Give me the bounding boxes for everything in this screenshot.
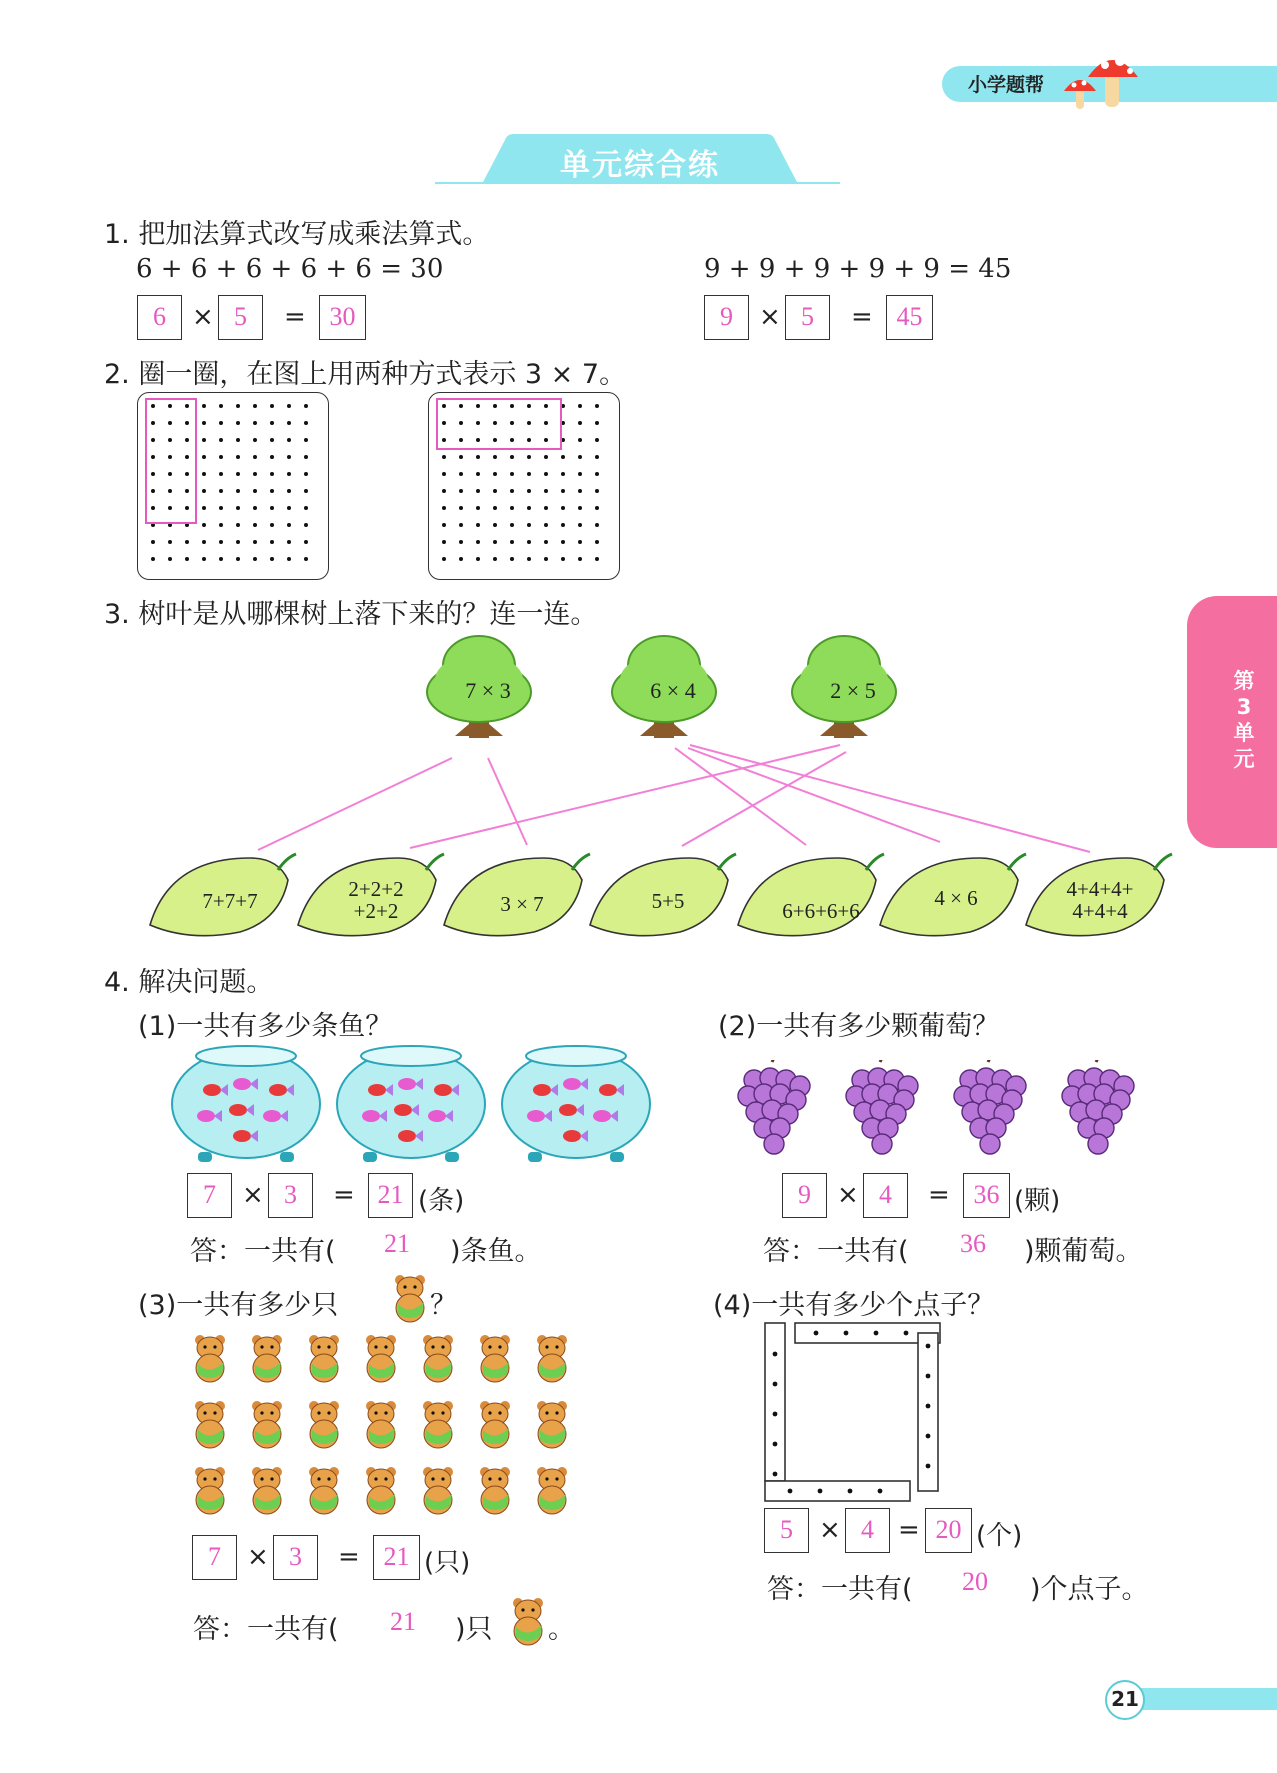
answer-lines <box>258 745 1090 852</box>
leaf-label-5: 6+6+6+6 <box>782 899 860 923</box>
q1-left-expression: 6 + 6 + 6 + 6 + 6 = 30 <box>136 254 444 284</box>
q4-p2-answer-suffix: )颗葡萄。 <box>1024 1236 1143 1267</box>
leaf-label-6: 4 × 6 <box>934 886 978 910</box>
fishbowl-icons <box>170 1040 660 1165</box>
q4-p1-unit: (条) <box>418 1186 465 1216</box>
q4-p4-unit: (个) <box>976 1521 1023 1551</box>
q4-p1-times: × <box>242 1180 264 1210</box>
header-brand: 小学题帮 <box>968 74 1045 96</box>
q4-p2-answer-value[interactable]: 36 <box>960 1229 986 1258</box>
q4-p1-result[interactable]: 21 <box>368 1173 413 1218</box>
grape-icon-4 <box>1062 1060 1134 1154</box>
q4-p3-result[interactable]: 21 <box>373 1535 420 1580</box>
leaf-icon-5 <box>738 854 884 936</box>
bear-icon-grid <box>309 1401 339 1448</box>
bear-icon-grid <box>480 1467 510 1514</box>
dot-grid-right[interactable] <box>428 392 620 580</box>
q4-p2-result[interactable]: 36 <box>963 1173 1010 1218</box>
q4-prompt: 4. 解决问题。 <box>104 967 274 998</box>
bear-icon-grid <box>252 1335 282 1382</box>
q4-p4-title: (4)一共有多少个点子？ <box>713 1290 995 1321</box>
q4-p1-answer-suffix: )条鱼。 <box>450 1236 542 1267</box>
q4-p2-unit: (颗) <box>1014 1186 1061 1216</box>
q4-p3-answer-value[interactable]: 21 <box>390 1607 416 1636</box>
leaf-label-3: 3 × 7 <box>500 892 544 916</box>
unit-side-tab-label: 第3单元 <box>1233 669 1255 771</box>
q1-right-times: × <box>759 302 781 332</box>
q1-prompt: 1. 把加法算式改写成乘法算式。 <box>104 219 490 250</box>
q1-left-equals: = <box>284 302 306 332</box>
q1-left-factor-b[interactable]: 5 <box>218 295 263 340</box>
q4-p4-factor-b[interactable]: 4 <box>845 1508 890 1553</box>
q4-p1-answer-prefix: 答：一共有( <box>190 1236 336 1267</box>
q4-p3-times: × <box>247 1542 269 1572</box>
q4-p2-factor-b[interactable]: 4 <box>863 1173 908 1218</box>
q1-right-factor-b[interactable]: 5 <box>785 295 830 340</box>
q4-p3-title-end: ？ <box>430 1290 457 1321</box>
q1-right-expression: 9 + 9 + 9 + 9 + 9 = 45 <box>704 254 1012 284</box>
tree-label-2: 6 × 4 <box>650 678 696 703</box>
grape-icons <box>730 1060 1170 1160</box>
q1-right-result[interactable]: 45 <box>886 295 933 340</box>
bear-icon-grid <box>252 1467 282 1514</box>
bear-icon-grid <box>366 1467 396 1514</box>
grape-icon-2 <box>846 1060 918 1154</box>
bear-icon-grid <box>537 1401 567 1448</box>
q4-p1-equals: = <box>333 1180 355 1210</box>
bear-icon-grid <box>480 1335 510 1382</box>
tree-label-1: 7 × 3 <box>465 678 511 703</box>
q4-p3-answer-end: 。 <box>548 1614 575 1645</box>
bear-icon-grid <box>195 1467 225 1514</box>
q4-p3-title: (3)一共有多少只 <box>138 1290 339 1321</box>
bear-icon-grid <box>366 1335 396 1382</box>
grape-icon-1 <box>738 1060 810 1154</box>
bear-grid <box>190 1332 590 1532</box>
leaf-label-2: 2+2+2 +2+2 <box>348 877 404 923</box>
bear-icon-grid <box>423 1335 453 1382</box>
page-title: 单元综合练 <box>560 148 720 183</box>
q4-p4-times: × <box>819 1515 841 1545</box>
q4-p3-equals: = <box>338 1542 360 1572</box>
q4-p2-times: × <box>837 1180 859 1210</box>
bear-icon-grid <box>537 1335 567 1382</box>
q4-p3-answer-suffix: )只 <box>455 1614 493 1645</box>
bear-icon-grid <box>423 1467 453 1514</box>
q4-p2-answer-prefix: 答：一共有( <box>763 1236 909 1267</box>
q1-left-times: × <box>192 302 214 332</box>
fishbowl-icon-2 <box>337 1046 485 1162</box>
bear-icon-grid <box>537 1467 567 1514</box>
bear-icon-grid <box>252 1401 282 1448</box>
q4-p3-factor-b[interactable]: 3 <box>273 1535 318 1580</box>
fishbowl-icon-1 <box>172 1046 320 1162</box>
q4-p3-factor-a[interactable]: 7 <box>192 1535 237 1580</box>
q4-p1-title: (1)一共有多少条鱼？ <box>138 1011 393 1042</box>
bear-icon-grid <box>480 1401 510 1448</box>
tree-label-3: 2 × 5 <box>830 678 876 703</box>
q4-p2-factor-a[interactable]: 9 <box>782 1173 827 1218</box>
leaf-label-4: 5+5 <box>651 889 685 913</box>
leaf-label-1: 7+7+7 <box>202 889 258 913</box>
q2-prompt: 2. 圈一圈，在图上用两种方式表示 3 × 7。 <box>104 359 627 390</box>
mushroom-icon <box>1060 45 1150 115</box>
q4-p4-answer-suffix: )个点子。 <box>1030 1574 1149 1605</box>
q4-p4-answer-prefix: 答：一共有( <box>767 1574 913 1605</box>
q4-p4-answer-value[interactable]: 20 <box>962 1567 988 1596</box>
page-number: 21 <box>1111 1687 1139 1711</box>
footer-band <box>1128 1688 1277 1710</box>
leaf-label-7: 4+4+4+ 4+4+4 <box>1066 877 1134 923</box>
q1-left-factor-a[interactable]: 6 <box>137 295 182 340</box>
bear-icon-grid <box>195 1401 225 1448</box>
q1-left-result[interactable]: 30 <box>319 295 366 340</box>
grape-icon-3 <box>954 1060 1026 1154</box>
bear-icon <box>390 1272 430 1324</box>
q3-prompt: 3. 树叶是从哪棵树上落下来的？连一连。 <box>104 599 598 630</box>
q1-right-equals: = <box>851 302 873 332</box>
bear-icon-grid <box>195 1335 225 1382</box>
q4-p2-equals: = <box>928 1180 950 1210</box>
bear-icon-grid <box>309 1467 339 1514</box>
bear-icon-grid <box>366 1401 396 1448</box>
q4-p4-equals: = <box>898 1515 920 1545</box>
q4-p4-result[interactable]: 20 <box>925 1508 972 1553</box>
q4-p2-title: (2)一共有多少颗葡萄？ <box>718 1011 1000 1042</box>
fishbowl-icon-3 <box>502 1046 650 1162</box>
q4-p3-answer-prefix: 答：一共有( <box>193 1614 339 1645</box>
q4-p3-unit: (只) <box>424 1548 471 1578</box>
q4-p4-factor-a[interactable]: 5 <box>764 1508 809 1553</box>
bear-icon-grid <box>309 1335 339 1382</box>
dot-grid-left[interactable] <box>137 392 329 580</box>
q4-p1-answer-value[interactable]: 21 <box>384 1229 410 1258</box>
q4-p1-factor-b[interactable]: 3 <box>268 1173 313 1218</box>
q1-right-factor-a[interactable]: 9 <box>704 295 749 340</box>
bear-icon-grid <box>423 1401 453 1448</box>
bear-icon-answer <box>508 1595 548 1647</box>
q4-p1-factor-a[interactable]: 7 <box>187 1173 232 1218</box>
dot-frame <box>760 1318 950 1508</box>
